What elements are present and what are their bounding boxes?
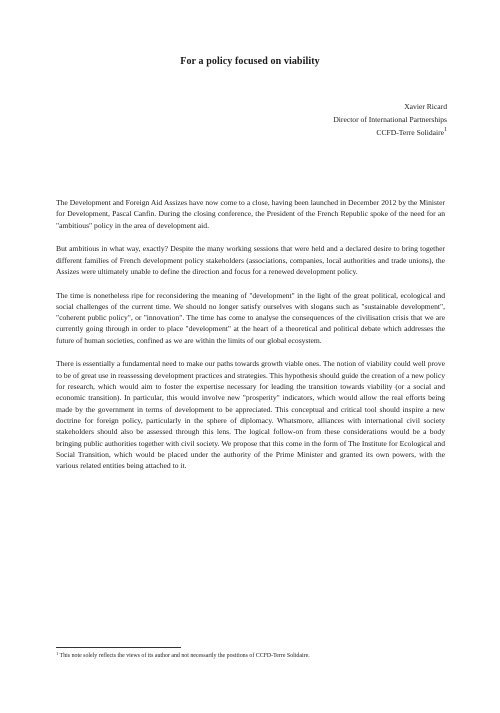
author-name: Xavier Ricard xyxy=(404,102,447,111)
author-block xyxy=(333,100,447,139)
body-paragraph: The time is nonetheless ripe for reconsidering the meaning of "development" in the light of the great political, ecological and social challenges of the current time. We should no longer satisfy ourselves with slogans such as "sustainable development", "coherent public policy", or "innovation". The time has come to analyse the consequences of the civilisation crisis that we are currently going through in order to place "development" at the heart of a theoretical and political debate which addresses the future of human societies, confined as we are within the limits of our global ecosystem. xyxy=(56,290,445,345)
author-organization-line xyxy=(333,126,447,139)
author-role: Director of International Partnerships xyxy=(333,115,447,124)
footnote-reference[interactable]: 1 xyxy=(444,127,447,133)
body-paragraph: There is essentially a fundamental need to make our paths towards growth viable ones. The notion of viability could well prove to be of great use in reassessing development practices and strategies. This hypothesis should guide the creation of a new policy for research, which would aim to foster the expertise necessary for leading the transition towards viability (or a social and economic transition). In particular, this would involve new "prosperity" indicators, which would allow the real efforts being made by the government in terms of development to be appreciated. This conceptual and critical tool should inspire a new doctrine for foreign policy, particularly in the sphere of diplomacy. Whatsmore, alliances with international civil society stakeholders should also be assessed through this lens. The logical follow-on from these considerations would be a body bringing public authorities together with civil society. We propose that this come in the form of The Institute for Ecological and Social Transition, which would be placed under the authority of the Prime Minister and granted its own powers, with the various related entities being attached to it. xyxy=(56,359,445,471)
footnote-marker: 1 xyxy=(56,651,59,656)
author-organization: CCFD-Terre Solidaire xyxy=(376,128,444,137)
footnote-separator xyxy=(56,647,181,648)
body-paragraph: The Development and Foreign Aid Assizes have now come to a close, having been launched in December 2012 by the Minister for Development, Pascal Canfin. During the closing conference, the President of the French Republic spoke of the need for an "ambitious" policy in the area of development aid. xyxy=(56,198,445,230)
document-title: For a policy focused on viability xyxy=(180,56,320,67)
footnote-text: This note solely reflects the views of its author and not necessarily the positions of CCFD-Terre Solidaire. xyxy=(59,653,310,659)
body-paragraph: But ambitious in what way, exactly? Despite the many working sessions that were held and a declared desire to bring together different families of French development policy stakeholders (associations, companies, local authorities and trade unions), the Assizes were ultimately unable to define the direction and focus for a renewed development policy. xyxy=(56,244,445,276)
document-body xyxy=(56,197,445,484)
footnote xyxy=(56,652,456,660)
